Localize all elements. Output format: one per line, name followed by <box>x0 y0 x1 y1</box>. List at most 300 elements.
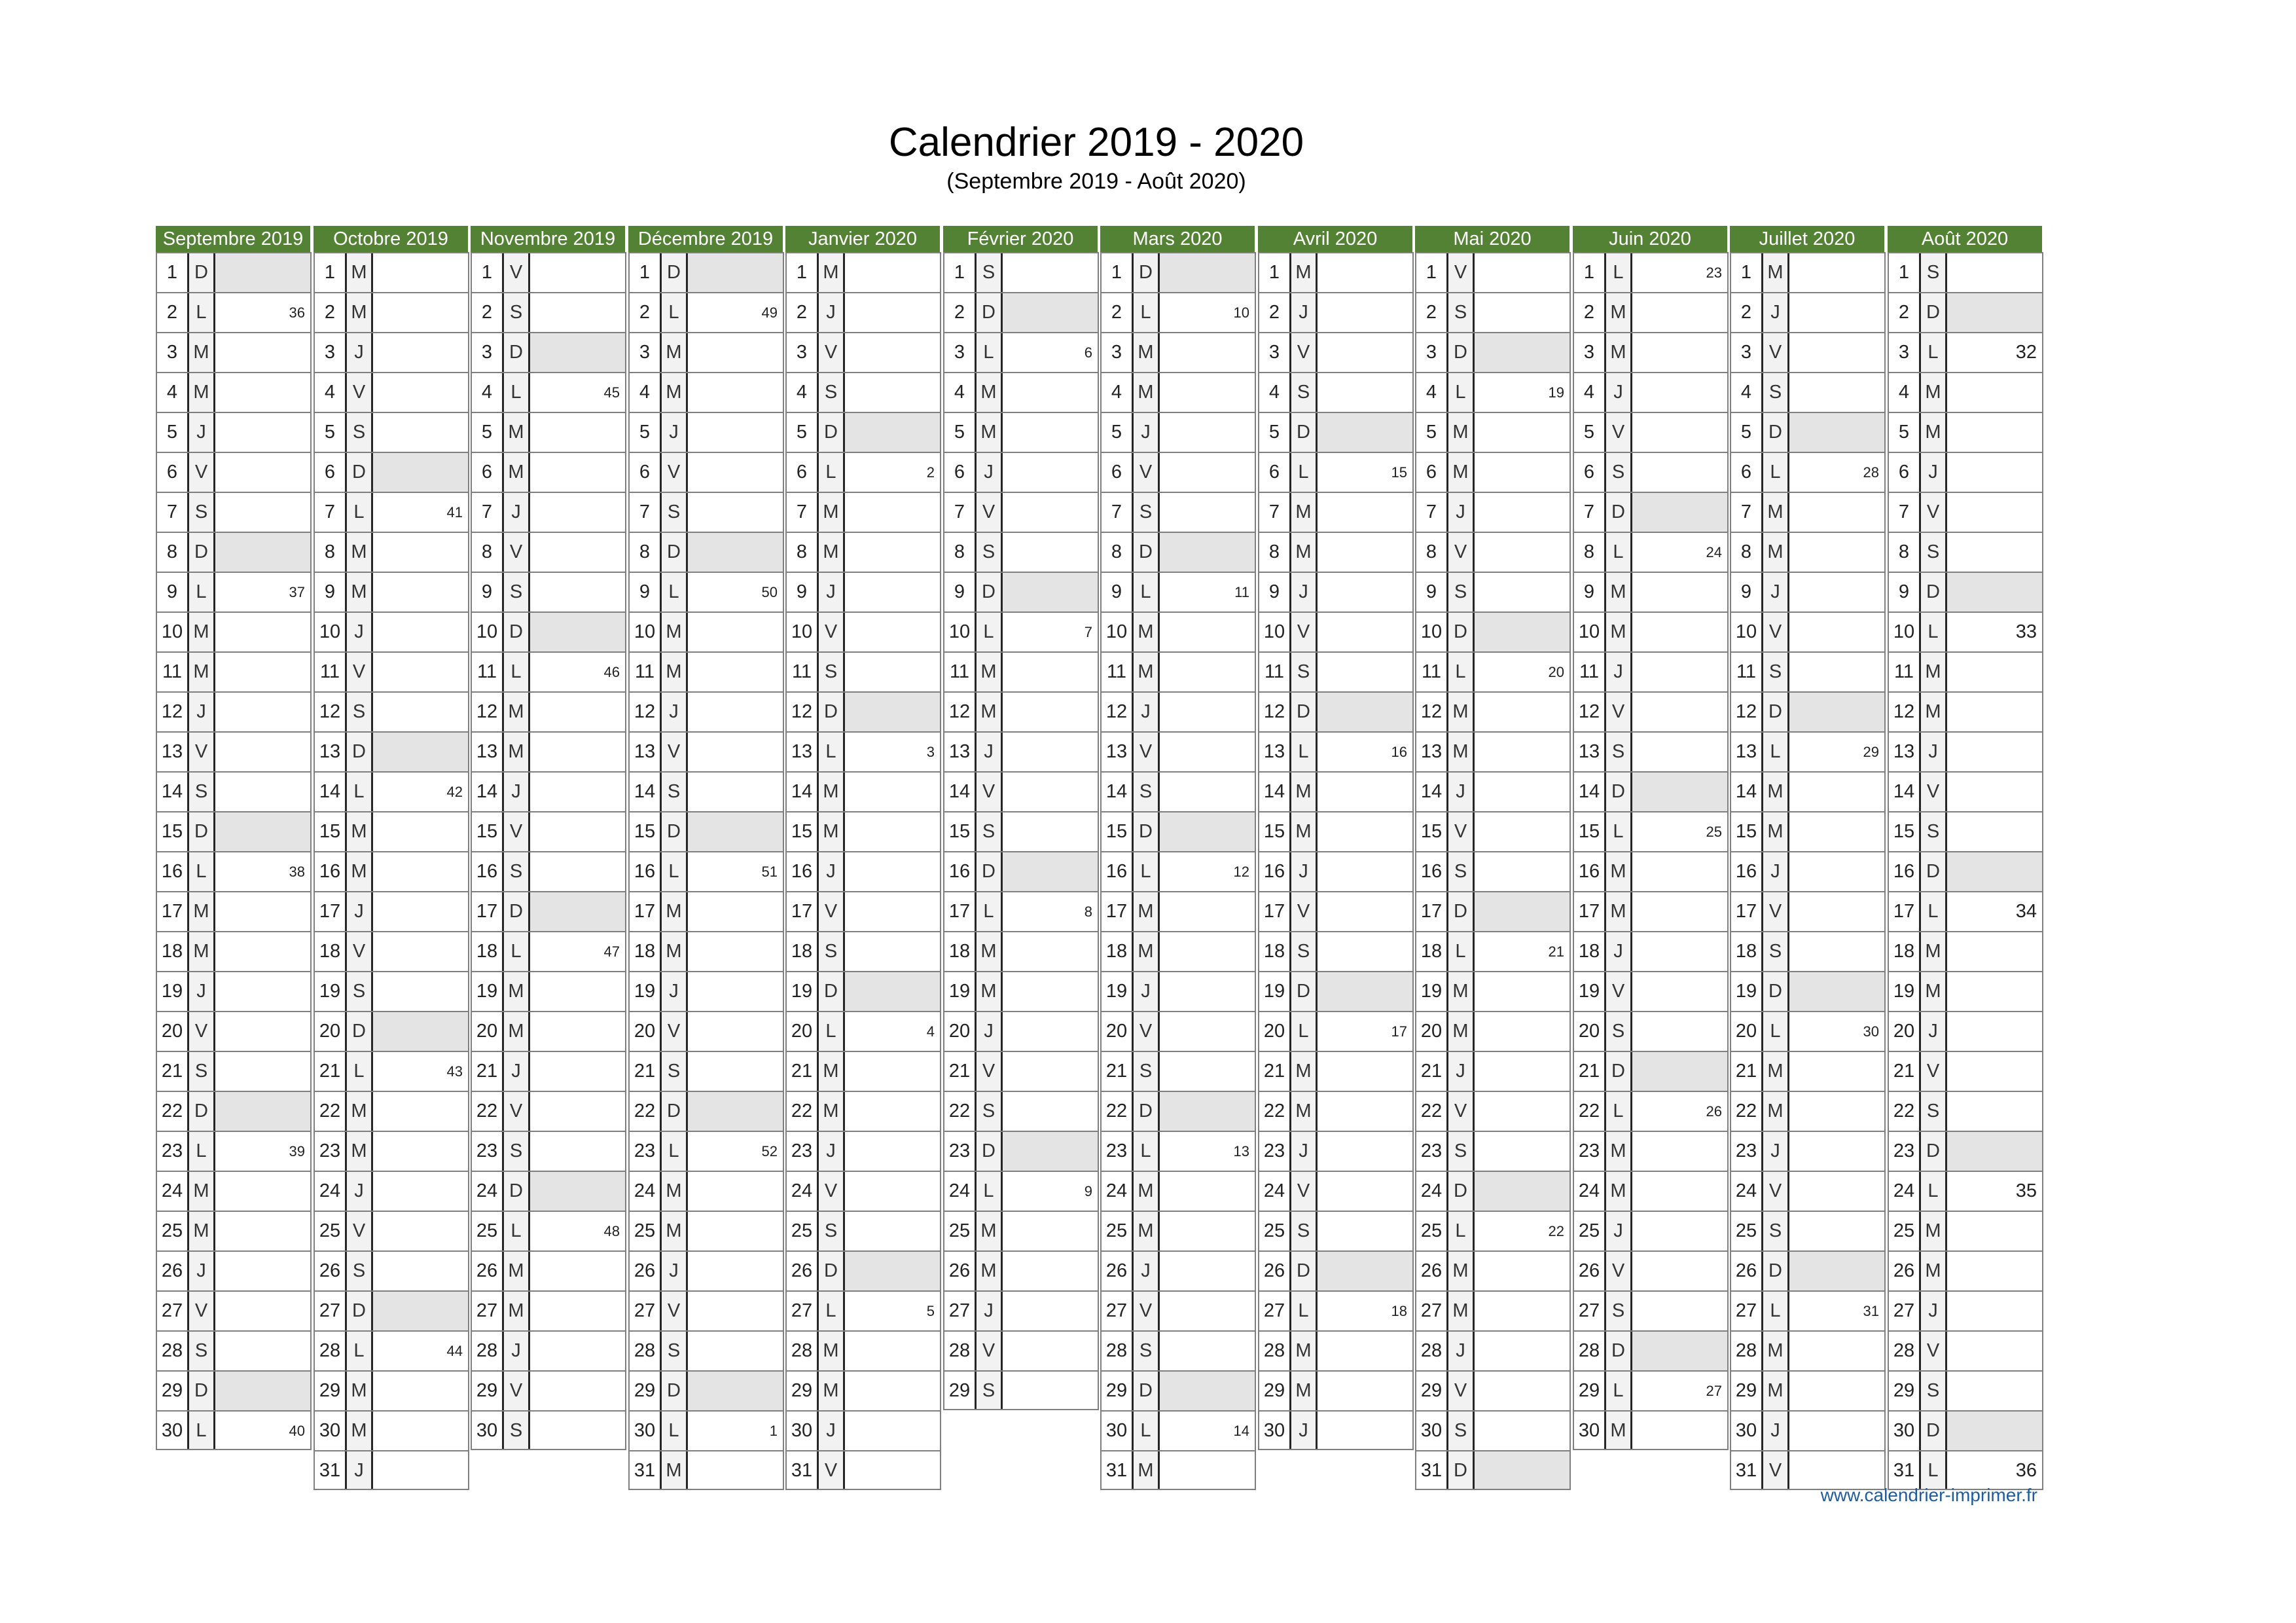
day-row[interactable] <box>1100 1370 1256 1410</box>
day-row[interactable] <box>1415 1091 1571 1131</box>
day-row[interactable] <box>156 771 312 811</box>
day-row[interactable] <box>1888 851 2043 891</box>
day-row[interactable] <box>943 452 1099 492</box>
day-row[interactable] <box>471 1131 626 1171</box>
day-row[interactable] <box>1888 412 2043 452</box>
day-row[interactable] <box>785 372 941 412</box>
day-row[interactable] <box>314 452 469 492</box>
day-row[interactable] <box>1415 891 1571 931</box>
day-row[interactable] <box>1730 771 1886 811</box>
day-row[interactable] <box>1573 1091 1729 1131</box>
day-row[interactable] <box>943 572 1099 611</box>
day-row[interactable] <box>1730 1450 1886 1490</box>
day-row[interactable] <box>1100 1131 1256 1171</box>
day-row[interactable] <box>156 252 312 292</box>
day-row[interactable] <box>1415 771 1571 811</box>
day-row[interactable] <box>943 691 1099 731</box>
day-row[interactable] <box>1730 332 1886 372</box>
day-row[interactable] <box>1100 731 1256 771</box>
day-row[interactable] <box>1100 1450 1256 1490</box>
day-row[interactable] <box>628 811 784 851</box>
day-row[interactable] <box>1415 971 1571 1011</box>
day-row[interactable] <box>1100 252 1256 292</box>
day-row[interactable] <box>943 492 1099 532</box>
day-row[interactable] <box>1415 691 1571 731</box>
day-row[interactable] <box>785 691 941 731</box>
day-row[interactable] <box>1258 412 1414 452</box>
day-row[interactable] <box>314 1290 469 1330</box>
day-row[interactable] <box>471 1290 626 1330</box>
day-row[interactable] <box>1888 891 2043 931</box>
day-row[interactable] <box>1100 811 1256 851</box>
day-row[interactable] <box>628 372 784 412</box>
day-row[interactable] <box>314 1211 469 1250</box>
day-row[interactable] <box>628 1450 784 1490</box>
day-row[interactable] <box>1100 372 1256 412</box>
day-row[interactable] <box>471 532 626 572</box>
day-row[interactable] <box>1258 1011 1414 1051</box>
day-row[interactable] <box>156 572 312 611</box>
day-row[interactable] <box>314 1051 469 1091</box>
day-row[interactable] <box>628 1091 784 1131</box>
day-row[interactable] <box>314 532 469 572</box>
day-row[interactable] <box>314 691 469 731</box>
day-row[interactable] <box>1730 292 1886 332</box>
day-row[interactable] <box>314 1131 469 1171</box>
day-row[interactable] <box>156 1051 312 1091</box>
day-row[interactable] <box>1888 811 2043 851</box>
day-row[interactable] <box>314 292 469 332</box>
day-row[interactable] <box>471 931 626 971</box>
day-row[interactable] <box>785 851 941 891</box>
day-row[interactable] <box>1258 1290 1414 1330</box>
day-row[interactable] <box>1415 532 1571 572</box>
day-row[interactable] <box>943 931 1099 971</box>
day-row[interactable] <box>1415 851 1571 891</box>
day-row[interactable] <box>785 252 941 292</box>
day-row[interactable] <box>1573 1290 1729 1330</box>
day-row[interactable] <box>156 931 312 971</box>
day-row[interactable] <box>1730 1370 1886 1410</box>
day-row[interactable] <box>1573 731 1729 771</box>
day-row[interactable] <box>156 1410 312 1450</box>
day-row[interactable] <box>1888 611 2043 651</box>
day-row[interactable] <box>1258 292 1414 332</box>
day-row[interactable] <box>1730 811 1886 851</box>
day-row[interactable] <box>943 1131 1099 1171</box>
day-row[interactable] <box>1415 1171 1571 1211</box>
day-row[interactable] <box>628 532 784 572</box>
day-row[interactable] <box>1730 891 1886 931</box>
day-row[interactable] <box>1573 651 1729 691</box>
day-row[interactable] <box>785 771 941 811</box>
day-row[interactable] <box>1415 811 1571 851</box>
day-row[interactable] <box>1258 532 1414 572</box>
day-row[interactable] <box>628 1051 784 1091</box>
day-row[interactable] <box>156 1370 312 1410</box>
day-row[interactable] <box>156 532 312 572</box>
day-row[interactable] <box>1888 572 2043 611</box>
day-row[interactable] <box>1415 572 1571 611</box>
day-row[interactable] <box>1100 1290 1256 1330</box>
day-row[interactable] <box>1573 1171 1729 1211</box>
day-row[interactable] <box>314 1091 469 1131</box>
day-row[interactable] <box>1415 1290 1571 1330</box>
day-row[interactable] <box>1888 372 2043 412</box>
day-row[interactable] <box>943 851 1099 891</box>
day-row[interactable] <box>1258 1370 1414 1410</box>
day-row[interactable] <box>1573 1370 1729 1410</box>
day-row[interactable] <box>628 931 784 971</box>
day-row[interactable] <box>471 572 626 611</box>
day-row[interactable] <box>156 851 312 891</box>
day-row[interactable] <box>1258 252 1414 292</box>
day-row[interactable] <box>628 731 784 771</box>
day-row[interactable] <box>471 971 626 1011</box>
day-row[interactable] <box>314 372 469 412</box>
day-row[interactable] <box>1573 1250 1729 1290</box>
day-row[interactable] <box>1258 931 1414 971</box>
day-row[interactable] <box>1415 1011 1571 1051</box>
day-row[interactable] <box>1888 1250 2043 1290</box>
day-row[interactable] <box>1100 572 1256 611</box>
day-row[interactable] <box>785 1131 941 1171</box>
day-row[interactable] <box>785 811 941 851</box>
day-row[interactable] <box>1573 1211 1729 1250</box>
day-row[interactable] <box>943 771 1099 811</box>
day-row[interactable] <box>471 851 626 891</box>
day-row[interactable] <box>628 891 784 931</box>
day-row[interactable] <box>1100 532 1256 572</box>
day-row[interactable] <box>785 492 941 532</box>
day-row[interactable] <box>943 731 1099 771</box>
day-row[interactable] <box>1888 651 2043 691</box>
day-row[interactable] <box>1888 1211 2043 1250</box>
day-row[interactable] <box>1730 1250 1886 1290</box>
day-row[interactable] <box>943 252 1099 292</box>
day-row[interactable] <box>628 492 784 532</box>
day-row[interactable] <box>471 1370 626 1410</box>
day-row[interactable] <box>1100 492 1256 532</box>
day-row[interactable] <box>1100 971 1256 1011</box>
day-row[interactable] <box>785 572 941 611</box>
day-row[interactable] <box>156 412 312 452</box>
day-row[interactable] <box>314 332 469 372</box>
day-row[interactable] <box>1100 412 1256 452</box>
day-row[interactable] <box>785 1410 941 1450</box>
day-row[interactable] <box>943 971 1099 1011</box>
day-row[interactable] <box>314 891 469 931</box>
day-row[interactable] <box>1573 572 1729 611</box>
day-row[interactable] <box>628 292 784 332</box>
day-row[interactable] <box>314 1370 469 1410</box>
day-row[interactable] <box>1415 731 1571 771</box>
day-row[interactable] <box>1415 1051 1571 1091</box>
day-row[interactable] <box>1415 1131 1571 1171</box>
day-row[interactable] <box>314 412 469 452</box>
day-row[interactable] <box>156 811 312 851</box>
day-row[interactable] <box>1573 332 1729 372</box>
day-row[interactable] <box>1573 452 1729 492</box>
day-row[interactable] <box>1573 971 1729 1011</box>
day-row[interactable] <box>314 1330 469 1370</box>
day-row[interactable] <box>1573 1410 1729 1450</box>
day-row[interactable] <box>1888 691 2043 731</box>
day-row[interactable] <box>314 492 469 532</box>
day-row[interactable] <box>314 811 469 851</box>
day-row[interactable] <box>628 691 784 731</box>
day-row[interactable] <box>1100 1250 1256 1290</box>
day-row[interactable] <box>1573 811 1729 851</box>
day-row[interactable] <box>1888 1290 2043 1330</box>
day-row[interactable] <box>943 1330 1099 1370</box>
day-row[interactable] <box>314 1011 469 1051</box>
day-row[interactable] <box>628 1330 784 1370</box>
day-row[interactable] <box>471 332 626 372</box>
day-row[interactable] <box>156 731 312 771</box>
day-row[interactable] <box>785 292 941 332</box>
day-row[interactable] <box>1730 572 1886 611</box>
day-row[interactable] <box>1100 851 1256 891</box>
day-row[interactable] <box>1573 891 1729 931</box>
day-row[interactable] <box>943 1290 1099 1330</box>
day-row[interactable] <box>1415 1450 1571 1490</box>
day-row[interactable] <box>471 1091 626 1131</box>
day-row[interactable] <box>156 1131 312 1171</box>
day-row[interactable] <box>1573 611 1729 651</box>
day-row[interactable] <box>785 1370 941 1410</box>
day-row[interactable] <box>785 1011 941 1051</box>
day-row[interactable] <box>1100 292 1256 332</box>
day-row[interactable] <box>943 811 1099 851</box>
day-row[interactable] <box>1100 1410 1256 1450</box>
day-row[interactable] <box>1573 412 1729 452</box>
day-row[interactable] <box>785 532 941 572</box>
day-row[interactable] <box>1730 1211 1886 1250</box>
day-row[interactable] <box>156 332 312 372</box>
day-row[interactable] <box>943 1011 1099 1051</box>
day-row[interactable] <box>1258 811 1414 851</box>
day-row[interactable] <box>471 1211 626 1250</box>
day-row[interactable] <box>628 771 784 811</box>
day-row[interactable] <box>785 412 941 452</box>
day-row[interactable] <box>1258 771 1414 811</box>
day-row[interactable] <box>1888 1011 2043 1051</box>
day-row[interactable] <box>1258 1171 1414 1211</box>
day-row[interactable] <box>1730 372 1886 412</box>
day-row[interactable] <box>1258 1250 1414 1290</box>
day-row[interactable] <box>1730 1051 1886 1091</box>
day-row[interactable] <box>314 771 469 811</box>
day-row[interactable] <box>628 851 784 891</box>
day-row[interactable] <box>785 1091 941 1131</box>
day-row[interactable] <box>1258 611 1414 651</box>
day-row[interactable] <box>628 252 784 292</box>
day-row[interactable] <box>785 1330 941 1370</box>
day-row[interactable] <box>1258 572 1414 611</box>
day-row[interactable] <box>1730 252 1886 292</box>
day-row[interactable] <box>156 1171 312 1211</box>
day-row[interactable] <box>1730 412 1886 452</box>
day-row[interactable] <box>1415 292 1571 332</box>
day-row[interactable] <box>785 971 941 1011</box>
day-row[interactable] <box>1730 492 1886 532</box>
day-row[interactable] <box>156 1290 312 1330</box>
day-row[interactable] <box>1415 372 1571 412</box>
day-row[interactable] <box>471 771 626 811</box>
day-row[interactable] <box>943 372 1099 412</box>
day-row[interactable] <box>943 891 1099 931</box>
day-row[interactable] <box>1258 971 1414 1011</box>
day-row[interactable] <box>785 891 941 931</box>
day-row[interactable] <box>1415 412 1571 452</box>
day-row[interactable] <box>943 1091 1099 1131</box>
day-row[interactable] <box>1258 1051 1414 1091</box>
day-row[interactable] <box>471 651 626 691</box>
day-row[interactable] <box>1730 731 1886 771</box>
day-row[interactable] <box>628 971 784 1011</box>
day-row[interactable] <box>1415 252 1571 292</box>
day-row[interactable] <box>785 1290 941 1330</box>
day-row[interactable] <box>1888 1051 2043 1091</box>
day-row[interactable] <box>314 731 469 771</box>
day-row[interactable] <box>156 1250 312 1290</box>
day-row[interactable] <box>1100 452 1256 492</box>
day-row[interactable] <box>314 611 469 651</box>
day-row[interactable] <box>1730 651 1886 691</box>
day-row[interactable] <box>471 292 626 332</box>
day-row[interactable] <box>471 1171 626 1211</box>
day-row[interactable] <box>471 1410 626 1450</box>
day-row[interactable] <box>314 851 469 891</box>
day-row[interactable] <box>1100 891 1256 931</box>
day-row[interactable] <box>1888 1330 2043 1370</box>
day-row[interactable] <box>471 1330 626 1370</box>
day-row[interactable] <box>1730 1011 1886 1051</box>
day-row[interactable] <box>943 332 1099 372</box>
day-row[interactable] <box>785 332 941 372</box>
day-row[interactable] <box>785 611 941 651</box>
day-row[interactable] <box>1888 1131 2043 1171</box>
day-row[interactable] <box>156 891 312 931</box>
day-row[interactable] <box>1258 1330 1414 1370</box>
day-row[interactable] <box>628 1131 784 1171</box>
day-row[interactable] <box>156 372 312 412</box>
day-row[interactable] <box>1730 1091 1886 1131</box>
day-row[interactable] <box>156 1211 312 1250</box>
day-row[interactable] <box>471 891 626 931</box>
day-row[interactable] <box>943 611 1099 651</box>
day-row[interactable] <box>1258 731 1414 771</box>
day-row[interactable] <box>1730 851 1886 891</box>
day-row[interactable] <box>314 1450 469 1490</box>
day-row[interactable] <box>628 1410 784 1450</box>
day-row[interactable] <box>1888 971 2043 1011</box>
day-row[interactable] <box>628 332 784 372</box>
day-row[interactable] <box>1888 252 2043 292</box>
day-row[interactable] <box>1730 1410 1886 1450</box>
day-row[interactable] <box>471 252 626 292</box>
day-row[interactable] <box>628 412 784 452</box>
day-row[interactable] <box>471 611 626 651</box>
day-row[interactable] <box>1415 1330 1571 1370</box>
day-row[interactable] <box>1573 771 1729 811</box>
day-row[interactable] <box>314 1171 469 1211</box>
website-link[interactable]: www.calendrier-imprimer.fr <box>1820 1485 2037 1505</box>
day-row[interactable] <box>156 452 312 492</box>
day-row[interactable] <box>1573 1330 1729 1370</box>
day-row[interactable] <box>1888 452 2043 492</box>
day-row[interactable] <box>785 1171 941 1211</box>
day-row[interactable] <box>943 651 1099 691</box>
day-row[interactable] <box>1100 1330 1256 1370</box>
day-row[interactable] <box>156 492 312 532</box>
day-row[interactable] <box>1730 1131 1886 1171</box>
day-row[interactable] <box>1573 1131 1729 1171</box>
day-row[interactable] <box>314 252 469 292</box>
day-row[interactable] <box>785 1250 941 1290</box>
day-row[interactable] <box>1415 1410 1571 1450</box>
day-row[interactable] <box>1100 771 1256 811</box>
day-row[interactable] <box>1100 931 1256 971</box>
day-row[interactable] <box>471 1011 626 1051</box>
day-row[interactable] <box>471 811 626 851</box>
day-row[interactable] <box>156 971 312 1011</box>
day-row[interactable] <box>628 572 784 611</box>
day-row[interactable] <box>1100 651 1256 691</box>
day-row[interactable] <box>156 1091 312 1131</box>
day-row[interactable] <box>1573 1051 1729 1091</box>
day-row[interactable] <box>628 1011 784 1051</box>
day-row[interactable] <box>1888 332 2043 372</box>
day-row[interactable] <box>314 572 469 611</box>
day-row[interactable] <box>1100 1211 1256 1250</box>
day-row[interactable] <box>1730 1171 1886 1211</box>
day-row[interactable] <box>1888 771 2043 811</box>
day-row[interactable] <box>1258 372 1414 412</box>
day-row[interactable] <box>1258 1211 1414 1250</box>
day-row[interactable] <box>1730 931 1886 971</box>
day-row[interactable] <box>1415 1370 1571 1410</box>
day-row[interactable] <box>1415 931 1571 971</box>
day-row[interactable] <box>785 1051 941 1091</box>
day-row[interactable] <box>314 1250 469 1290</box>
day-row[interactable] <box>1573 372 1729 412</box>
day-row[interactable] <box>1415 332 1571 372</box>
day-row[interactable] <box>1730 971 1886 1011</box>
day-row[interactable] <box>1730 452 1886 492</box>
day-row[interactable] <box>471 691 626 731</box>
day-row[interactable] <box>1258 891 1414 931</box>
day-row[interactable] <box>1258 651 1414 691</box>
day-row[interactable] <box>1730 1330 1886 1370</box>
day-row[interactable] <box>785 1211 941 1250</box>
day-row[interactable] <box>1258 691 1414 731</box>
day-row[interactable] <box>1573 532 1729 572</box>
day-row[interactable] <box>1100 1051 1256 1091</box>
day-row[interactable] <box>1415 651 1571 691</box>
day-row[interactable] <box>1573 252 1729 292</box>
day-row[interactable] <box>1730 532 1886 572</box>
day-row[interactable] <box>943 1211 1099 1250</box>
day-row[interactable] <box>471 412 626 452</box>
day-row[interactable] <box>1415 1211 1571 1250</box>
day-row[interactable] <box>1888 1091 2043 1131</box>
day-row[interactable] <box>943 532 1099 572</box>
day-row[interactable] <box>1258 452 1414 492</box>
day-row[interactable] <box>1258 1410 1414 1450</box>
day-row[interactable] <box>1888 1171 2043 1211</box>
